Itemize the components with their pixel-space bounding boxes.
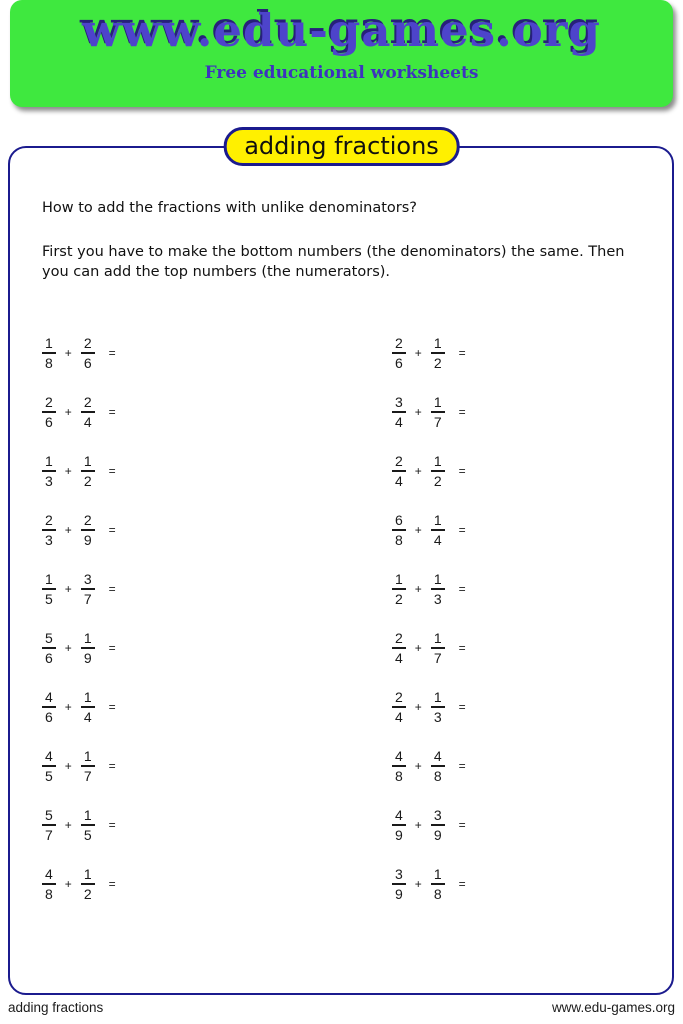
fraction-first — [42, 394, 56, 430]
equals-sign: = — [458, 346, 466, 360]
plus-sign: + — [414, 346, 422, 360]
fraction-problem — [392, 748, 466, 784]
fraction-first — [42, 453, 56, 489]
fraction2-numerator: 1 — [431, 335, 445, 354]
fraction-first — [392, 807, 406, 843]
fraction2-numerator: 1 — [431, 453, 445, 472]
fraction1-numerator: 2 — [392, 335, 406, 354]
fraction-first — [42, 748, 56, 784]
fraction-second — [81, 866, 95, 902]
fraction-first — [392, 453, 406, 489]
fraction-second — [431, 335, 445, 371]
plus-sign: + — [414, 582, 422, 596]
fraction-problem — [42, 453, 116, 489]
fraction2-denominator: 7 — [433, 650, 442, 666]
fraction-problem — [42, 807, 116, 843]
fraction-second — [81, 512, 95, 548]
plus-sign: + — [64, 700, 72, 714]
fraction2-denominator: 4 — [83, 414, 92, 430]
fraction-second — [431, 807, 445, 843]
plus-sign: + — [414, 405, 422, 419]
fraction-problem — [42, 866, 116, 902]
fraction1-denominator: 6 — [395, 355, 403, 371]
fraction1-denominator: 2 — [395, 591, 403, 607]
equals-sign: = — [108, 759, 116, 773]
fraction1-denominator: 8 — [395, 532, 403, 548]
equals-sign: = — [458, 877, 466, 891]
fraction1-numerator: 2 — [392, 453, 406, 472]
fraction2-denominator: 4 — [83, 709, 92, 725]
fraction-problem — [42, 748, 116, 784]
equals-sign: = — [458, 641, 466, 655]
fraction1-denominator: 6 — [45, 414, 53, 430]
instruction-explanation: First you have to make the bottom numbers (the denominators) the same. Then you can add the top numbers (the numerators). — [42, 244, 625, 280]
fraction-first — [42, 335, 56, 371]
equals-sign: = — [108, 582, 116, 596]
fraction-second — [81, 394, 95, 430]
fraction2-denominator: 9 — [83, 532, 92, 548]
fraction2-numerator: 2 — [81, 394, 95, 413]
fraction-first — [392, 866, 406, 902]
fraction1-numerator: 4 — [392, 748, 406, 767]
fraction-first — [42, 512, 56, 548]
fraction-problem — [392, 630, 466, 666]
fraction1-numerator: 2 — [42, 512, 56, 531]
equals-sign: = — [108, 700, 116, 714]
fraction2-numerator: 1 — [431, 630, 445, 649]
equals-sign: = — [108, 405, 116, 419]
fraction2-denominator: 2 — [433, 473, 442, 489]
equals-sign: = — [458, 700, 466, 714]
fraction1-numerator: 2 — [42, 394, 56, 413]
fraction1-numerator: 1 — [42, 453, 56, 472]
plus-sign: + — [414, 464, 422, 478]
fraction1-numerator: 2 — [392, 689, 406, 708]
fraction1-numerator: 1 — [392, 571, 406, 590]
footer-site-url: www.edu-games.org — [551, 1000, 675, 1015]
plus-sign: + — [64, 464, 72, 478]
fraction2-numerator: 3 — [431, 807, 445, 826]
fraction2-numerator: 1 — [431, 866, 445, 885]
fraction-first — [42, 807, 56, 843]
fraction-second — [431, 630, 445, 666]
plus-sign: + — [414, 818, 422, 832]
problems-column-right — [392, 335, 466, 925]
equals-sign: = — [458, 582, 466, 596]
fraction1-denominator: 4 — [395, 650, 403, 666]
plus-sign: + — [64, 877, 72, 891]
equals-sign: = — [458, 759, 466, 773]
fraction1-numerator: 1 — [42, 335, 56, 354]
fraction2-numerator: 2 — [81, 335, 95, 354]
fraction-problem — [392, 689, 466, 725]
fraction1-numerator: 4 — [42, 866, 56, 885]
equals-sign: = — [458, 523, 466, 537]
fraction2-denominator: 8 — [433, 768, 442, 784]
fraction2-numerator: 1 — [431, 512, 445, 531]
plus-sign: + — [64, 759, 72, 773]
fraction1-numerator: 1 — [42, 571, 56, 590]
fraction-problem — [392, 335, 466, 371]
fraction1-numerator: 4 — [42, 689, 56, 708]
equals-sign: = — [458, 464, 466, 478]
equals-sign: = — [108, 346, 116, 360]
fraction2-numerator: 4 — [431, 748, 445, 767]
fraction2-numerator: 1 — [81, 689, 95, 708]
plus-sign: + — [414, 641, 422, 655]
equals-sign: = — [458, 818, 466, 832]
fraction-first — [392, 394, 406, 430]
fraction-problem — [392, 394, 466, 430]
equals-sign: = — [458, 405, 466, 419]
plus-sign: + — [414, 700, 422, 714]
worksheet-body — [8, 146, 674, 995]
plus-sign: + — [64, 523, 72, 537]
plus-sign: + — [64, 346, 72, 360]
fraction-first — [392, 571, 406, 607]
equals-sign: = — [108, 523, 116, 537]
fraction2-denominator: 8 — [433, 886, 442, 902]
instructions — [42, 198, 642, 282]
fraction-first — [42, 689, 56, 725]
fraction-problem — [42, 335, 116, 371]
fraction2-denominator: 3 — [433, 709, 442, 725]
fraction1-denominator: 9 — [395, 886, 403, 902]
fraction1-denominator: 6 — [45, 650, 53, 666]
fraction1-denominator: 5 — [45, 768, 53, 784]
fraction1-denominator: 4 — [395, 473, 403, 489]
fraction1-denominator: 8 — [395, 768, 403, 784]
fraction2-numerator: 1 — [81, 453, 95, 472]
fraction1-numerator: 4 — [42, 748, 56, 767]
fraction-first — [392, 512, 406, 548]
fraction-first — [392, 335, 406, 371]
fraction-problem — [42, 512, 116, 548]
fraction1-numerator: 2 — [392, 630, 406, 649]
fraction1-denominator: 4 — [395, 709, 403, 725]
fraction-second — [431, 512, 445, 548]
fraction2-denominator: 7 — [83, 768, 92, 784]
fraction2-numerator: 2 — [81, 512, 95, 531]
plus-sign: + — [64, 641, 72, 655]
fraction2-numerator: 3 — [81, 571, 95, 590]
fraction1-numerator: 6 — [392, 512, 406, 531]
fraction1-denominator: 6 — [45, 709, 53, 725]
equals-sign: = — [108, 641, 116, 655]
fraction-problem — [392, 571, 466, 607]
footer-worksheet-name: adding fractions — [8, 1000, 104, 1015]
fraction2-denominator: 2 — [433, 355, 442, 371]
fraction-second — [431, 748, 445, 784]
fraction-problem — [42, 571, 116, 607]
plus-sign: + — [414, 523, 422, 537]
fraction-problem — [42, 689, 116, 725]
fraction1-denominator: 4 — [395, 414, 403, 430]
fraction-second — [431, 689, 445, 725]
site-banner — [10, 0, 673, 107]
fraction-problem — [392, 866, 466, 902]
fraction-first — [392, 748, 406, 784]
plus-sign: + — [414, 877, 422, 891]
fraction1-numerator: 3 — [392, 394, 406, 413]
fraction-second — [81, 335, 95, 371]
fraction-second — [431, 453, 445, 489]
problems-column-left — [42, 335, 116, 925]
fraction2-numerator: 1 — [431, 571, 445, 590]
fraction-second — [431, 571, 445, 607]
fraction2-denominator: 9 — [433, 827, 442, 843]
instruction-question: How to add the fractions with unlike denominators? — [42, 200, 417, 216]
fraction2-denominator: 7 — [83, 591, 92, 607]
fraction1-denominator: 7 — [45, 827, 53, 843]
worksheet-title-badge: adding fractions — [223, 127, 460, 166]
fraction-second — [81, 807, 95, 843]
plus-sign: + — [64, 405, 72, 419]
fraction2-denominator: 6 — [83, 355, 92, 371]
fraction-second — [81, 748, 95, 784]
fraction-first — [42, 630, 56, 666]
fraction1-denominator: 3 — [45, 473, 53, 489]
fraction2-denominator: 4 — [433, 532, 442, 548]
site-title: www.edu-games.org — [82, 4, 601, 57]
fraction2-numerator: 1 — [81, 630, 95, 649]
equals-sign: = — [108, 464, 116, 478]
fraction-problem — [42, 630, 116, 666]
fraction2-numerator: 1 — [81, 866, 95, 885]
plus-sign: + — [64, 818, 72, 832]
page-footer — [8, 1000, 675, 1015]
fraction1-numerator: 5 — [42, 630, 56, 649]
fraction-second — [431, 394, 445, 430]
fraction2-numerator: 1 — [81, 807, 95, 826]
fraction-second — [81, 571, 95, 607]
fraction-problem — [392, 453, 466, 489]
fraction-problem — [392, 512, 466, 548]
site-subtitle: Free educational worksheets — [204, 63, 479, 83]
fraction2-denominator: 2 — [83, 886, 92, 902]
equals-sign: = — [108, 818, 116, 832]
equals-sign: = — [108, 877, 116, 891]
plus-sign: + — [64, 582, 72, 596]
fraction2-numerator: 1 — [431, 394, 445, 413]
fraction2-numerator: 1 — [431, 689, 445, 708]
fraction-second — [431, 866, 445, 902]
fraction1-denominator: 9 — [395, 827, 403, 843]
fraction-second — [81, 453, 95, 489]
fraction2-denominator: 7 — [433, 414, 442, 430]
fraction-problem — [42, 394, 116, 430]
fraction1-denominator: 8 — [45, 886, 53, 902]
fraction1-numerator: 3 — [392, 866, 406, 885]
fraction-first — [42, 571, 56, 607]
fraction2-denominator: 3 — [433, 591, 442, 607]
fraction-first — [42, 866, 56, 902]
fraction1-denominator: 5 — [45, 591, 53, 607]
fraction1-numerator: 4 — [392, 807, 406, 826]
fraction1-denominator: 3 — [45, 532, 53, 548]
fraction2-numerator: 1 — [81, 748, 95, 767]
plus-sign: + — [414, 759, 422, 773]
fraction2-denominator: 9 — [83, 650, 92, 666]
fraction-second — [81, 689, 95, 725]
fraction1-numerator: 5 — [42, 807, 56, 826]
fraction-problem — [392, 807, 466, 843]
fraction2-denominator: 2 — [83, 473, 92, 489]
fraction2-denominator: 5 — [83, 827, 92, 843]
fraction-first — [392, 630, 406, 666]
fraction-second — [81, 630, 95, 666]
fraction-first — [392, 689, 406, 725]
fraction1-denominator: 8 — [45, 355, 53, 371]
